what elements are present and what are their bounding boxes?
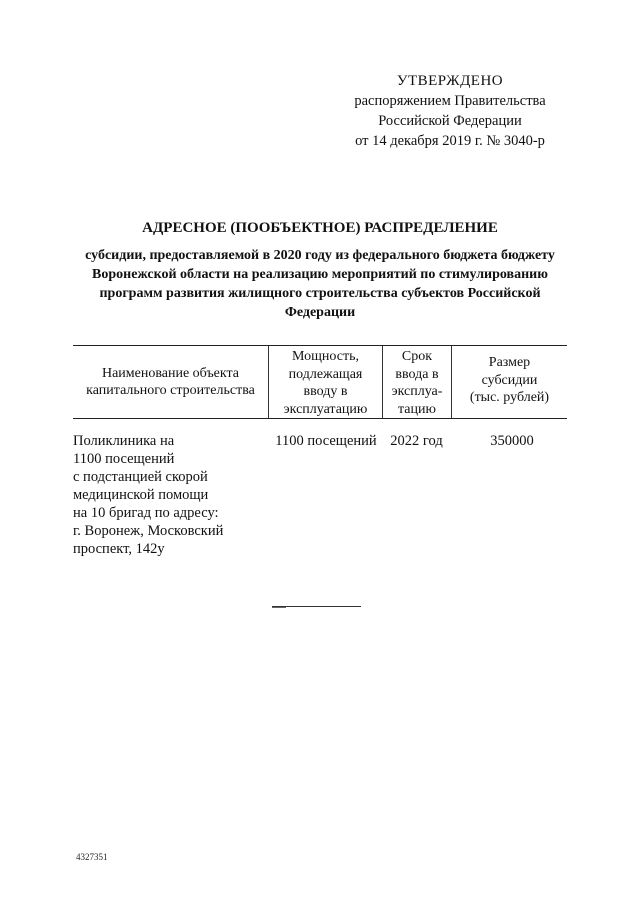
approval-line-1: распоряжением Правительства bbox=[354, 93, 546, 109]
cell-object-name: Поликлиника на 1100 посещений с подстанцией скорой медицинской помощи на 10 бригад по адресу: г. Воронеж, Московский проспект, 142у bbox=[73, 433, 224, 557]
header-object-name: Наименование объекта капитального строительства bbox=[86, 365, 255, 398]
approval-line-2: Российской Федерации bbox=[378, 113, 522, 129]
footer-document-code: 4327351 bbox=[76, 852, 108, 862]
table-row bbox=[73, 419, 567, 558]
cell-commission-term: 2022 год bbox=[390, 433, 443, 449]
closing-divider-mark bbox=[272, 607, 286, 608]
approval-heading: УТВЕРЖДЕНО bbox=[396, 73, 504, 89]
header-subsidy-amount: Размер субсидии (тыс. рублей) bbox=[451, 346, 567, 418]
header-commission-term: Срок ввода в эксплуа- тацию bbox=[382, 346, 451, 418]
approval-line-3: от 14 декабря 2019 г. № 3040-р bbox=[355, 133, 545, 149]
document-subtitle: субсидии, предоставляемой в 2020 году из федерального бюджета бюджету Воронежской области на реализацию мероприятий по стимулированию программ развития жилищного строительства субъектов Российской Федерации bbox=[85, 248, 555, 320]
approval-block bbox=[340, 71, 560, 151]
table-header bbox=[73, 345, 567, 419]
document-title: АДРЕСНОЕ (ПООБЪЕКТНОЕ) РАСПРЕДЕЛЕНИЕ bbox=[142, 220, 498, 236]
header-capacity: Мощность, подлежащая вводу в эксплуатацию bbox=[268, 346, 382, 418]
cell-subsidy-amount: 350000 bbox=[490, 433, 534, 449]
distribution-table bbox=[73, 345, 567, 558]
cell-capacity: 1100 посещений bbox=[275, 433, 377, 449]
